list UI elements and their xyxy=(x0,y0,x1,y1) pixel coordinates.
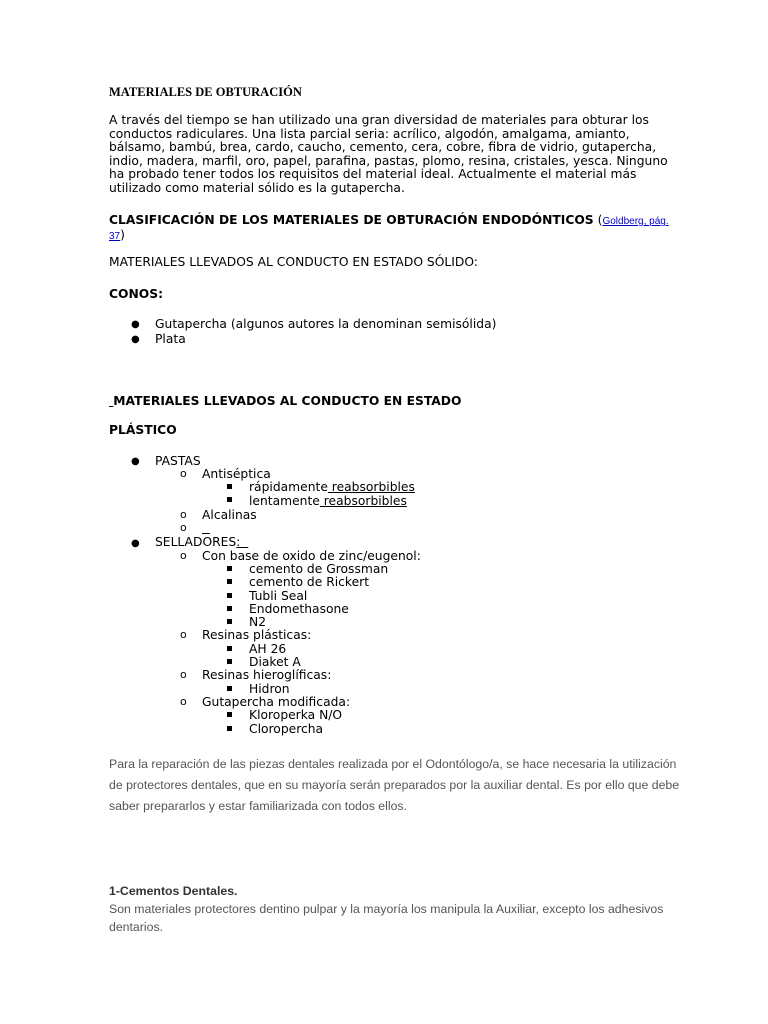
plastic-heading-row xyxy=(109,392,461,410)
list-item-pastas: PASTAS xyxy=(155,454,201,468)
citation-continuation xyxy=(109,226,125,244)
list-item: Tubli Seal xyxy=(249,589,308,603)
bullet-dot-icon: ● xyxy=(131,334,140,345)
cementos-line: Son materiales protectores dentino pulpar y la mayoría los manipula la Auxiliar, excepto los adhesivos xyxy=(109,902,664,916)
list-item: cemento de Grossman xyxy=(249,562,389,576)
closing-line: Para la reparación de las piezas dentales realizada por el Odontólogo/a, se hace necesaria la utilización xyxy=(109,757,677,771)
list-item xyxy=(249,480,415,494)
list-item-alcalinas: Alcalinas xyxy=(202,508,257,522)
intro-line: conductos radiculares. Una lista parcial seria: acrílico, algodón, amalgama, amianto, xyxy=(109,126,630,141)
list-item: N2 xyxy=(249,615,267,629)
closing-line: saber prepararlos y estar familiarizada con todos ellos. xyxy=(109,799,408,813)
list-item-resinas-group: Resinas plásticas: xyxy=(202,628,312,642)
list-item: Plata xyxy=(155,332,186,346)
bullet-circle-icon: o xyxy=(180,508,187,521)
list-item-antiseptica: Antiséptica xyxy=(202,467,271,481)
list-item: cemento de Rickert xyxy=(249,575,370,589)
list-item: Gutapercha (algunos autores la denominan semisólida) xyxy=(155,317,497,331)
bullet-square-icon xyxy=(227,606,232,611)
list-item xyxy=(249,494,407,508)
intro-line: bálsamo, bambú, brea, cardo, caucho, cemento, cera, cobre, fibra de vidrio, gutapercha, xyxy=(109,140,657,155)
bullet-square-icon xyxy=(227,484,232,489)
bullet-dot-icon: ● xyxy=(131,319,140,330)
closing-paragraph xyxy=(109,754,679,817)
list-item: Kloroperka N/O xyxy=(249,708,343,722)
bullet-circle-icon: o xyxy=(180,467,187,480)
bullet-square-icon xyxy=(227,659,232,664)
item-text-underlined: : xyxy=(236,535,241,549)
bullet-square-icon xyxy=(227,566,232,571)
citation-link-page[interactable]: 37 xyxy=(109,231,121,242)
bullet-square-icon xyxy=(227,686,232,691)
bullet-circle-icon: o xyxy=(180,549,187,562)
cementos-paragraph xyxy=(109,900,663,936)
bullet-dot-icon: ● xyxy=(131,538,140,549)
paren-open: ( xyxy=(597,213,603,227)
clasificacion-heading-row xyxy=(109,211,669,229)
intro-line: utilizado como material sólido es la gutapercha. xyxy=(109,180,405,195)
underline-space xyxy=(240,535,248,549)
bullet-square-icon xyxy=(227,646,232,651)
paren-close: ) xyxy=(120,228,125,242)
cementos-heading: 1-Cementos Dentales. xyxy=(109,884,238,898)
document-title: MATERIALES DE OBTURACIÓN xyxy=(109,85,302,99)
bullet-square-icon xyxy=(227,712,232,717)
intro-line: indio, madera, marfil, oro, papel, parafina, pastas, plomo, resina, cristales, yesca. Ninguno xyxy=(109,153,668,168)
item-text-underlined: reabsorbibles xyxy=(327,480,415,494)
item-text: SELLADORES xyxy=(155,535,237,549)
list-item: Cloropercha xyxy=(249,722,324,736)
bullet-circle-icon: o xyxy=(180,668,187,681)
bullet-square-icon xyxy=(227,497,232,502)
intro-line: ha probado tener todos los requisitos del material ideal. Actualmente el material más xyxy=(109,167,637,182)
solid-state-heading: MATERIALES LLEVADOS AL CONDUCTO EN ESTADO SÓLIDO: xyxy=(109,255,478,269)
list-item-zinc-group: Con base de oxido de zinc/eugenol: xyxy=(202,549,421,563)
conos-heading: CONOS: xyxy=(109,287,163,301)
list-item: AH 26 xyxy=(249,642,287,656)
list-item: Endomethasone xyxy=(249,602,349,616)
list-item: Diaket A xyxy=(249,655,301,669)
bullet-square-icon xyxy=(227,593,232,598)
empty-underlined-item xyxy=(202,521,210,535)
item-text-underlined: reabsorbibles xyxy=(319,494,407,508)
list-item: Hidron xyxy=(249,682,290,696)
item-text: lentamente xyxy=(249,494,320,508)
intro-paragraph xyxy=(109,114,669,196)
intro-line: A través del tiempo se han utilizado una gran diversidad de materiales para obturar los xyxy=(109,113,649,127)
bullet-circle-icon: o xyxy=(180,628,187,641)
plastic-state-heading: MATERIALES LLEVADOS AL CONDUCTO EN ESTADO xyxy=(113,394,462,408)
citation-link[interactable]: Goldberg, pág. xyxy=(602,216,669,227)
bullet-circle-icon: o xyxy=(180,521,187,534)
bullet-square-icon xyxy=(227,619,232,624)
list-item-guta-group: Gutapercha modificada: xyxy=(202,695,351,709)
clasificacion-heading: CLASIFICACIÓN DE LOS MATERIALES DE OBTURACIÓN ENDODÓNTICOS xyxy=(109,213,594,227)
list-item-hiero-group: Resinas hieroglíficas: xyxy=(202,668,332,682)
item-text: rápidamente xyxy=(249,480,328,494)
bullet-square-icon xyxy=(227,726,232,731)
closing-line: de protectores dentales, que en su mayoría serán preparados por la auxiliar dental. Es por ello que debe xyxy=(109,778,680,792)
list-item-selladores xyxy=(155,535,248,549)
cementos-line: dentarios. xyxy=(109,920,164,934)
bullet-dot-icon: ● xyxy=(131,456,140,467)
plastico-heading: PLÁSTICO xyxy=(109,423,177,437)
bullet-circle-icon: o xyxy=(180,695,187,708)
bullet-square-icon xyxy=(227,579,232,584)
